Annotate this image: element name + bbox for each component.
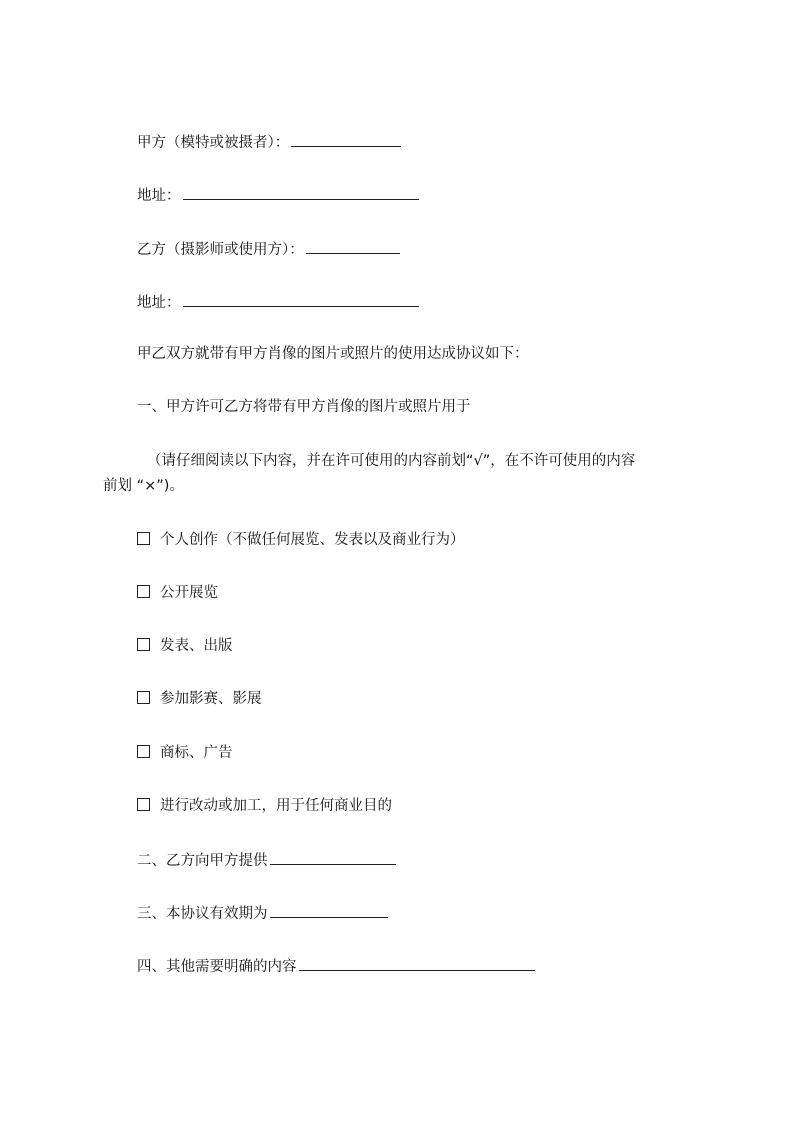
checkbox[interactable] xyxy=(137,798,150,811)
checkbox[interactable] xyxy=(137,745,150,758)
checkbox[interactable] xyxy=(137,638,150,651)
address-b-row xyxy=(137,291,419,313)
option-label: 公开展览 xyxy=(160,585,218,601)
clause-1-instruction xyxy=(103,449,703,499)
address-a-label: 地址： xyxy=(137,188,181,204)
address-a-row xyxy=(137,184,419,206)
party-a-label: 甲方（模特或被摄者）： xyxy=(137,135,290,151)
clause-3-title: 三、本协议有效期为 xyxy=(137,906,268,922)
option-label: 个人创作（不做任何展览、发表以及商业行为） xyxy=(160,532,465,548)
checkbox[interactable] xyxy=(137,532,150,545)
party-b-label: 乙方（摄影师或使用方）： xyxy=(137,242,304,258)
instruction-line-2: 前划 “×”)。 xyxy=(103,478,184,494)
option-label: 发表、出版 xyxy=(160,638,233,654)
option-row xyxy=(137,796,392,816)
party-b-field[interactable] xyxy=(306,238,400,254)
party-a-row xyxy=(137,131,401,153)
option-label: 参加影赛、影展 xyxy=(160,691,262,707)
option-row xyxy=(137,636,233,656)
clause-4-field[interactable] xyxy=(299,955,535,971)
address-a-field[interactable] xyxy=(183,184,419,200)
intro-text: 甲乙双方就带有甲方肖像的图片或照片的使用达成协议如下： xyxy=(137,346,529,362)
party-b-row xyxy=(137,238,400,260)
clause-1-title: 一、甲方许可乙方将带有甲方肖像的图片或照片用于 xyxy=(137,399,471,415)
clause-2-row xyxy=(137,849,396,871)
clause-2-field[interactable] xyxy=(270,849,396,865)
option-row xyxy=(137,530,465,550)
checkbox[interactable] xyxy=(137,691,150,704)
option-label: 商标、广告 xyxy=(160,745,233,761)
instruction-line-1: （请仔细阅读以下内容，并在许可使用的内容前划“√”，在不许可使用的内容 xyxy=(147,453,636,469)
option-row xyxy=(137,583,218,603)
clause-3-field[interactable] xyxy=(270,902,388,918)
option-row xyxy=(137,689,262,709)
option-row xyxy=(137,743,233,763)
clause-4-row xyxy=(137,955,535,977)
address-b-field[interactable] xyxy=(183,291,419,307)
clause-2-title: 二、乙方向甲方提供 xyxy=(137,853,268,869)
clause-3-row xyxy=(137,902,388,924)
address-b-label: 地址： xyxy=(137,295,181,311)
party-a-field[interactable] xyxy=(291,131,401,147)
option-label: 进行改动或加工，用于任何商业目的 xyxy=(160,798,392,814)
clause-4-title: 四、其他需要明确的内容 xyxy=(137,959,297,975)
checkbox[interactable] xyxy=(137,585,150,598)
